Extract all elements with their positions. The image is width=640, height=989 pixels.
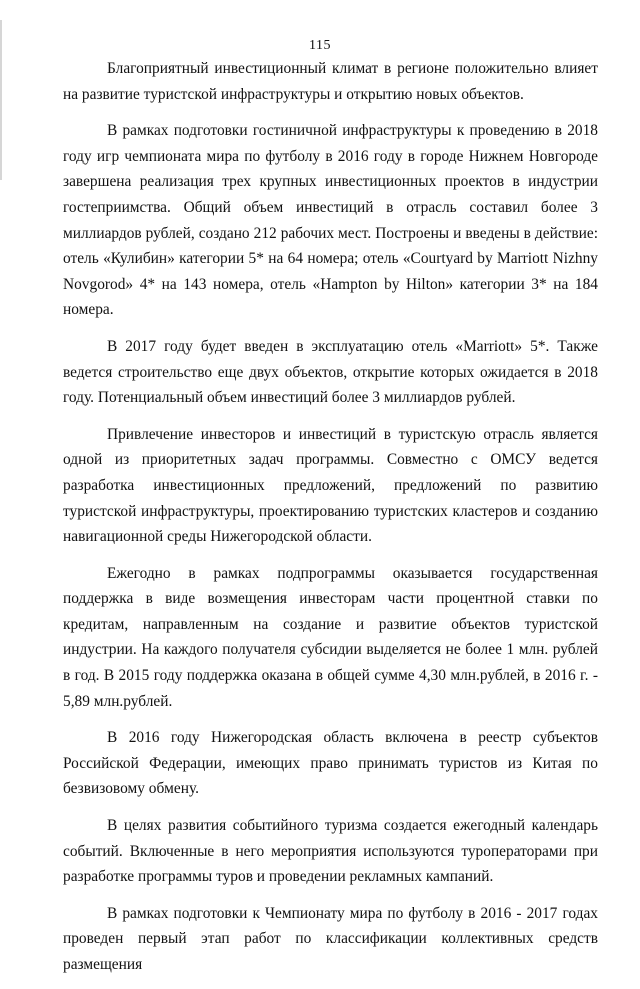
- paragraph-attracting-investors: Привлечение инвесторов и инвестиций в туристскую отрасль является одной из приоритетных задач программы. Совместно с ОМСУ ведется разработка инвестиционных предложений, предложений по развитию туристской инфраструктуры, проектированию туристских кластеров и созданию навигационной среды Нижегородской области.: [63, 425, 598, 546]
- body-text: [63, 56, 598, 989]
- paragraph-event-tourism: В целях развития событийного туризма создается ежегодный календарь событий. Включенные в него мероприятия используются туроператорами при разработке программы туров и проведении рекламных кампаний.: [63, 817, 598, 886]
- page-number: 115: [309, 38, 331, 53]
- paragraph-investment-climate: Благоприятный инвестиционный климат в регионе положительно влияет на развитие туристской инфраструктуры и открытию новых объектов.: [63, 60, 598, 103]
- paragraph-world-cup-classification: В рамках подготовки к Чемпионату мира по футболу в 2016 - 2017 годах проведен первый этап работ по классификации коллективных средств размещения: [63, 904, 598, 973]
- paragraph-hotel-infrastructure: В рамках подготовки гостиничной инфраструктуры к проведению в 2018 году игр чемпионата мира по футболу в 2016 году в городе Нижнем Новгороде завершена реализация трех крупных инвестиционных проектов в индустрии гостеприимства. Общий объем инвестиций в отрасль составил более 3 миллиардов рублей, создано 212 рабочих мест. Построены и введены в действие: отель «Кулибин» категории 5* на 64 номера; отель «Courtyard by Marriott Nizhny Novgorod» 4* на 143 номера, отель «Hampton by Hilton» категории 3* на 184 номера.: [63, 122, 598, 319]
- paragraph-state-support: Ежегодно в рамках подпрограммы оказывается государственная поддержка в виде возмещения инвесторам части процентной ставки по кредитам, направленным на создание и развитие объектов туристской индустрии. На каждого получателя субсидии выделяется не более 1 млн. рублей в год. В 2015 году поддержка оказана в общей сумме 4,30 млн.рублей, в 2016 г. - 5,89 млн.рублей.: [63, 564, 598, 710]
- paragraph-visa-free-china: В 2016 году Нижегородская область включена в реестр субъектов Российской Федерации, имеющих право принимать туристов из Китая по безвизовому обмену.: [63, 729, 598, 798]
- paragraph-marriott-2017: В 2017 году будет введен в эксплуатацию отель «Marriott» 5*. Также ведется строительство еще двух объектов, открытие которых ожидается в 2018 году. Потенциальный объем инвестиций более 3 миллиардов рублей.: [63, 337, 598, 407]
